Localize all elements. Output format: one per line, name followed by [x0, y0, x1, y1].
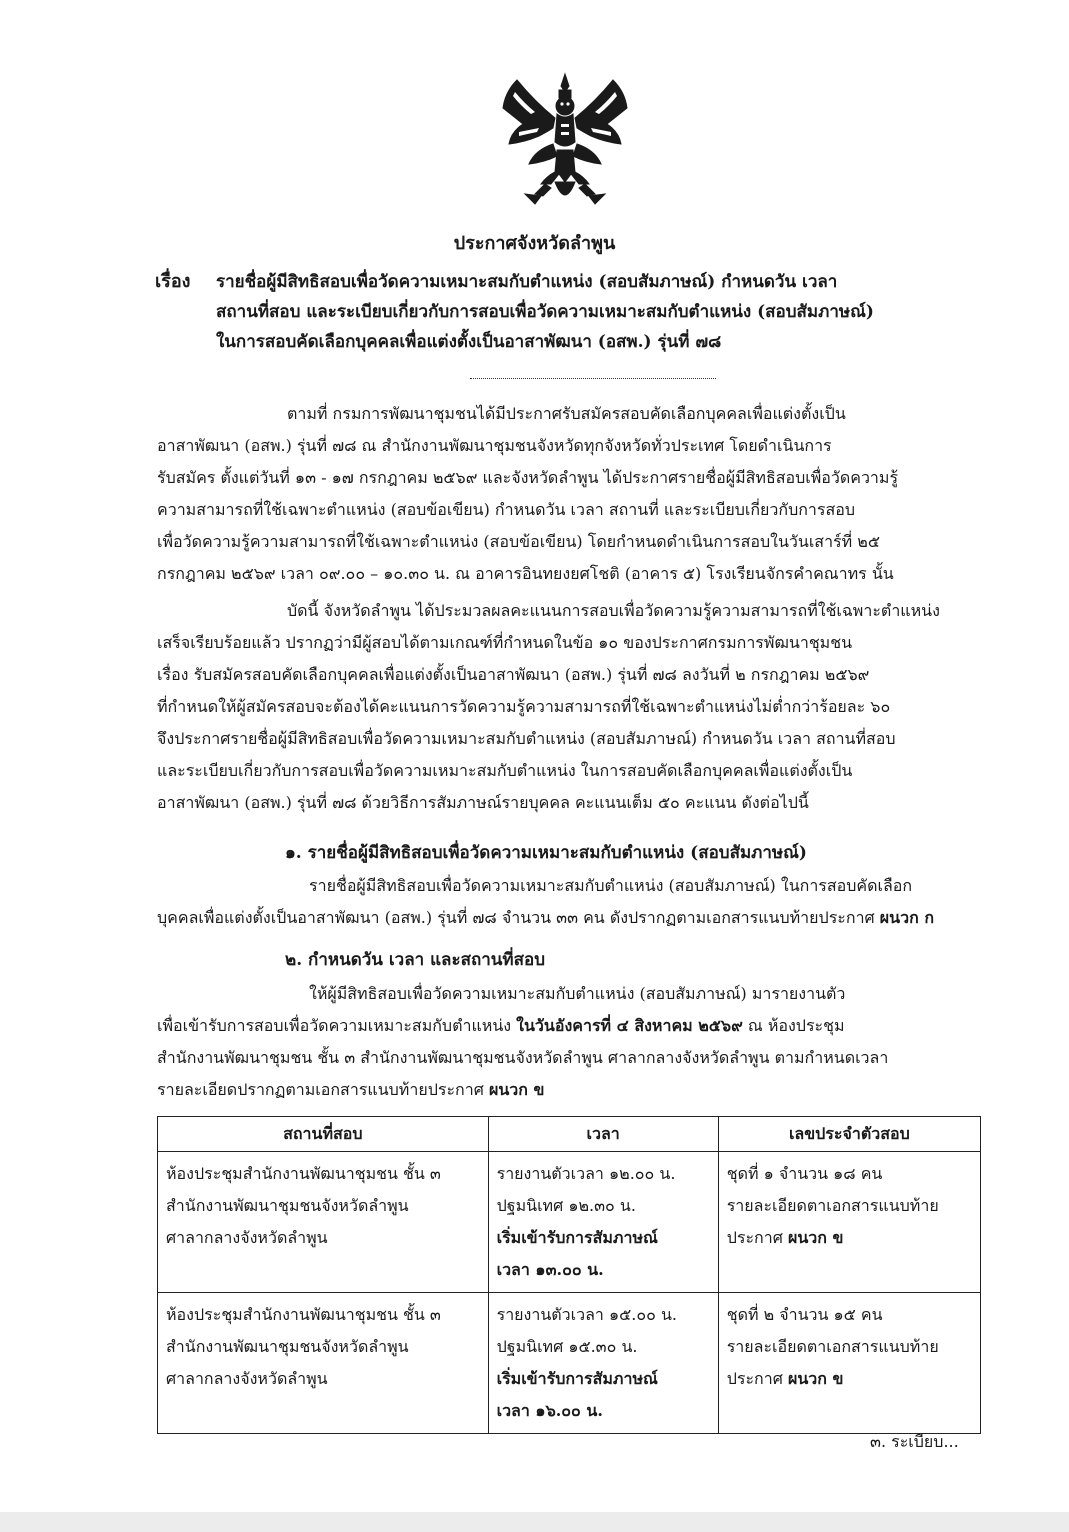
cell-line: [727, 1363, 972, 1395]
paragraph-line: เพื่อวัดความรู้ความสามารถที่ใช้เฉพาะตำแหน่ง (สอบข้อเขียน) โดยกำหนดดำเนินการสอบในวันเสาร์ที่ ๒๕: [157, 532, 880, 551]
subject-line: รายชื่อผู้มีสิทธิสอบเพื่อวัดความเหมาะสมกับตำแหน่ง (สอบสัมภาษณ์) กำหนดวัน เวลา: [216, 272, 838, 292]
cell-time: [488, 1152, 718, 1293]
section-1-body: [157, 870, 969, 934]
subject-line: สถานที่สอบ และระเบียบเกี่ยวกับการสอบเพื่อวัดความเหมาะสมกับตำแหน่ง (สอบสัมภาษณ์): [216, 302, 874, 322]
cell-text: ประกาศ: [726, 1369, 783, 1388]
paragraph-line: กรกฎาคม ๒๕๖๙ เวลา ๐๙.๐๐ – ๑๐.๓๐ น. ณ อาคารอินทยงยศโชติ (อาคาร ๕) โรงเรียนจักรคำคณาทร นั้น: [157, 564, 894, 583]
section-2-body: [157, 978, 969, 1106]
paragraph-line: รับสมัคร ตั้งแต่วันที่ ๑๓ - ๑๗ กรกฎาคม ๒๕๖๙ และจังหวัดลำพูน ได้ประกาศรายชื่อผู้มีสิทธิสอบเพื่อวัดความรู้: [157, 468, 899, 487]
paragraph-line: จึงประกาศรายชื่อผู้มีสิทธิสอบเพื่อวัดความเหมาะสมกับตำแหน่ง (สอบสัมภาษณ์) กำหนดวัน เวลา สถานที่สอบ: [157, 729, 896, 748]
paragraph-announcement: [157, 595, 969, 819]
cell-line: [727, 1222, 972, 1254]
cell-line: ชุดที่ ๑ จำนวน ๑๘ คน: [726, 1164, 883, 1183]
annex-ref: ผนวก ข: [488, 1080, 545, 1099]
cell-line: ชุดที่ ๒ จำนวน ๑๕ คน: [726, 1305, 883, 1324]
column-header-exam-id: เลขประจำตัวสอบ: [718, 1117, 980, 1152]
cell-line: สำนักงานพัฒนาชุมชนจังหวัดลำพูน: [166, 1196, 409, 1215]
paragraph-intro: [157, 398, 969, 590]
garuda-emblem-icon: [495, 72, 635, 210]
paragraph-line: และระเบียบเกี่ยวกับการสอบเพื่อวัดความเหมาะสมกับตำแหน่ง ในการสอบคัดเลือกบุคคลเพื่อแต่งตั้งเป็น: [157, 761, 853, 780]
cell-text: ประกาศ: [726, 1228, 783, 1247]
paragraph-text: บุคคลเพื่อแต่งตั้งเป็นอาสาพัฒนา (อสพ.) รุ่นที่ ๗๘ จำนวน ๓๓ คน ดังปรากฏตามเอกสารแนบท้ายประกาศ: [157, 908, 875, 927]
paragraph-text: รายละเอียดปรากฏตามเอกสารแนบท้ายประกาศ: [157, 1080, 484, 1099]
table-row: [158, 1293, 981, 1434]
paragraph-line: รายชื่อผู้มีสิทธิสอบเพื่อวัดความเหมาะสมกับตำแหน่ง (สอบสัมภาษณ์) ในการสอบคัดเลือก: [309, 876, 913, 895]
section-1-title: ๑. รายชื่อผู้มีสิทธิสอบเพื่อวัดความเหมาะสมกับตำแหน่ง (สอบสัมภาษณ์): [285, 843, 807, 863]
paragraph-line: ที่กำหนดให้ผู้สมัครสอบจะต้องได้คะแนนการวัดความรู้ความสามารถที่ใช้เฉพาะตำแหน่งไม่ต่ำกว่าร้อยละ ๖๐: [157, 697, 891, 716]
column-header-place: สถานที่สอบ: [158, 1117, 489, 1152]
paragraph-line: สำนักงานพัฒนาชุมชน ชั้น ๓ สำนักงานพัฒนาชุมชนจังหวัดลำพูน ศาลากลางจังหวัดลำพูน ตามกำหนดเวลา: [157, 1048, 889, 1067]
cell-line: เริ่มเข้ารับการสัมภาษณ์: [496, 1369, 658, 1388]
cell-line: เริ่มเข้ารับการสัมภาษณ์: [496, 1228, 658, 1247]
paragraph-line: [157, 1010, 969, 1042]
cell-time: [488, 1293, 718, 1434]
subject-label: เรื่อง: [155, 271, 191, 292]
table-header-row: [158, 1117, 981, 1152]
cell-place: [158, 1293, 489, 1434]
paragraph-text: เพื่อเข้ารับการสอบเพื่อวัดความเหมาะสมกับตำแหน่ง: [157, 1016, 512, 1035]
paragraph-line: อาสาพัฒนา (อสพ.) รุ่นที่ ๗๘ ณ สำนักงานพัฒนาชุมชนจังหวัดทุกจังหวัดทั่วประเทศ โดยดำเนินการ: [157, 436, 832, 455]
cell-line: เวลา ๑๖.๐๐ น.: [496, 1401, 603, 1420]
cell-line: ห้องประชุมสำนักงานพัฒนาชุมชน ชั้น ๓: [166, 1164, 441, 1183]
document-heading: ประกาศจังหวัดลำพูน: [453, 233, 616, 254]
paragraph-line: อาสาพัฒนา (อสพ.) รุ่นที่ ๗๘ ด้วยวิธีการสัมภาษณ์รายบุคคล คะแนนเต็ม ๕๐ คะแนน ดังต่อไปนี้: [157, 793, 809, 812]
paragraph-line: ความสามารถที่ใช้เฉพาะตำแหน่ง (สอบข้อเขียน) กำหนดวัน เวลา สถานที่ และระเบียบเกี่ยวกับการสอบ: [157, 500, 856, 519]
paragraph-line: [157, 1074, 969, 1106]
cell-place: [158, 1152, 489, 1293]
subject-line: ในการสอบคัดเลือกบุคคลเพื่อแต่งตั้งเป็นอาสาพัฒนา (อสพ.) รุ่นที่ ๗๘: [216, 332, 722, 352]
paragraph-text: ณ ห้องประชุม: [747, 1016, 845, 1035]
paragraph-line: ตามที่ กรมการพัฒนาชุมชนได้มีประกาศรับสมัครสอบคัดเลือกบุคคลเพื่อแต่งตั้งเป็น: [287, 404, 846, 423]
page-bottom-edge: [0, 1512, 1069, 1532]
cell-exam-id: [718, 1152, 980, 1293]
cell-line: ปฐมนิเทศ ๑๕.๓๐ น.: [496, 1337, 638, 1356]
annex-ref: ผนวก ข: [787, 1228, 844, 1247]
section-2-title: ๒. กำหนดวัน เวลา และสถานที่สอบ: [285, 950, 545, 970]
cell-line: รายงานตัวเวลา ๑๒.๐๐ น.: [496, 1164, 676, 1183]
paragraph-line: บัดนี้ จังหวัดลำพูน ได้ประมวลผลคะแนนการสอบเพื่อวัดความรู้ความสามารถที่ใช้เฉพาะตำแหน่ง: [287, 601, 940, 620]
column-header-time: เวลา: [488, 1117, 718, 1152]
cell-line: สำนักงานพัฒนาชุมชนจังหวัดลำพูน: [166, 1337, 409, 1356]
cell-line: รายละเอียดตาเอกสารแนบท้าย: [726, 1337, 939, 1356]
exam-date: ในวันอังคารที่ ๔ สิงหาคม ๒๕๖๙: [516, 1016, 743, 1035]
cell-line: รายงานตัวเวลา ๑๕.๐๐ น.: [496, 1305, 677, 1324]
cell-line: ห้องประชุมสำนักงานพัฒนาชุมชน ชั้น ๓: [166, 1305, 441, 1324]
cell-line: ศาลากลางจังหวัดลำพูน: [166, 1369, 328, 1388]
cell-line: รายละเอียดตาเอกสารแนบท้าย: [726, 1196, 939, 1215]
annex-ref: ผนวก ก: [879, 908, 935, 927]
exam-schedule-table: [157, 1116, 981, 1434]
cell-exam-id: [718, 1293, 980, 1434]
dotted-divider: [470, 378, 716, 379]
continuation-marker: ๓. ระเบียบ...: [870, 1432, 959, 1451]
table-row: [158, 1152, 981, 1293]
paragraph-line: [157, 902, 969, 934]
cell-line: ปฐมนิเทศ ๑๒.๓๐ น.: [496, 1196, 636, 1215]
paragraph-line: เสร็จเรียบร้อยแล้ว ปรากฏว่ามีผู้สอบได้ตามเกณฑ์ที่กำหนดในข้อ ๑๐ ของประกาศกรมการพัฒนาชุมชน: [157, 633, 853, 652]
subject-text: [216, 267, 976, 357]
paragraph-line: เรื่อง รับสมัครสอบคัดเลือกบุคคลเพื่อแต่งตั้งเป็นอาสาพัฒนา (อสพ.) รุ่นที่ ๗๘ ลงวันที่ ๒ กรกฎาคม ๒๕๖๙: [157, 665, 870, 684]
cell-line: ศาลากลางจังหวัดลำพูน: [166, 1228, 328, 1247]
annex-ref: ผนวก ข: [787, 1369, 844, 1388]
cell-line: เวลา ๑๓.๐๐ น.: [496, 1260, 604, 1279]
paragraph-line: ให้ผู้มีสิทธิสอบเพื่อวัดความเหมาะสมกับตำแหน่ง (สอบสัมภาษณ์) มารายงานตัว: [309, 984, 846, 1003]
